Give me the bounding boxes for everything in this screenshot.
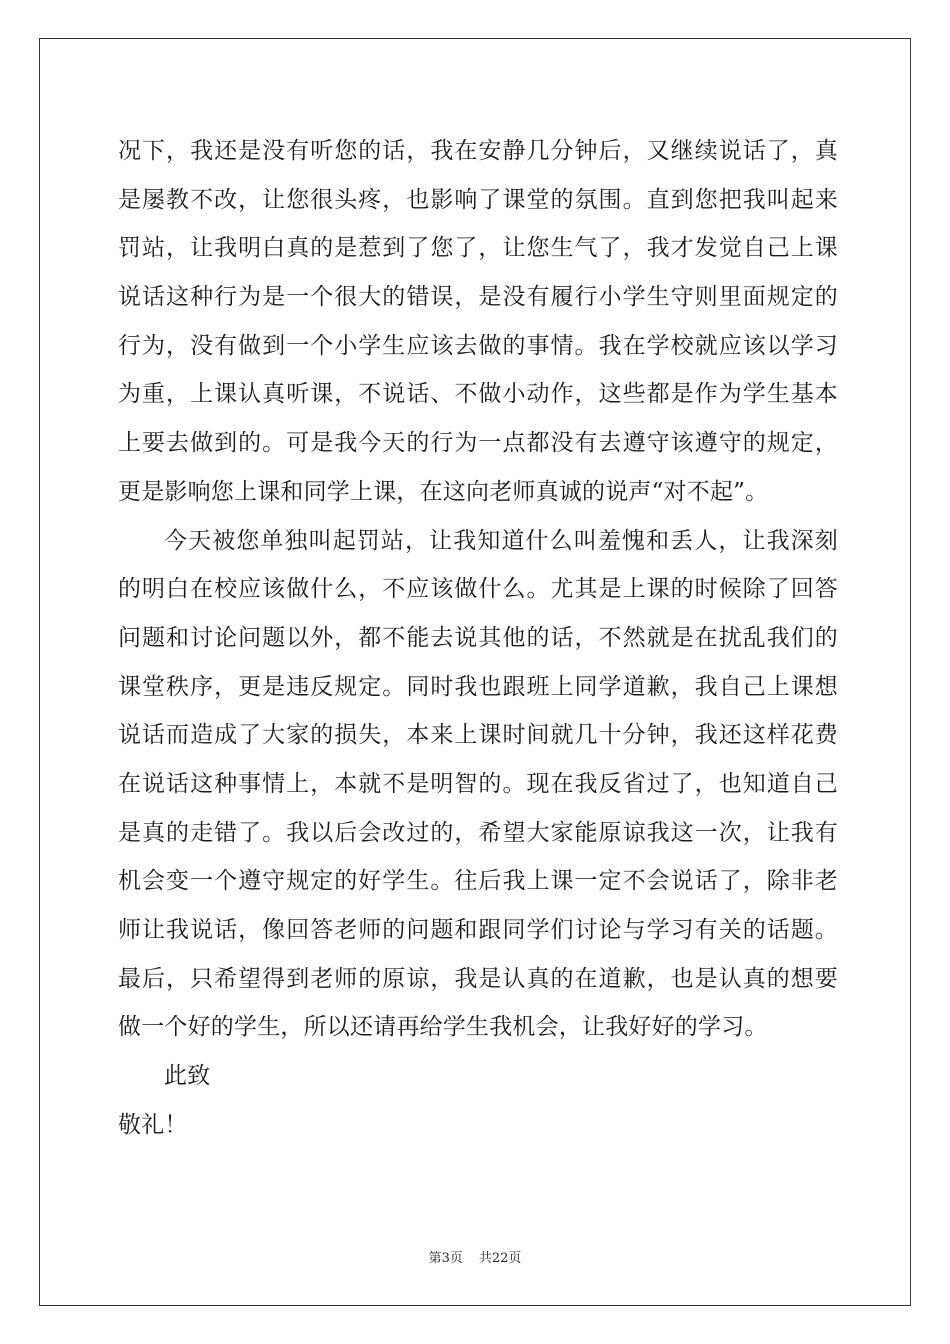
text-line: 况下，我还是没有听您的话，我在安静几分钟后，又继续说话了，真: [118, 138, 838, 164]
text-line: 课堂秩序，更是违反规定。同时我也跟班上同学道歉，我自己上课想: [118, 673, 838, 700]
text-line: 今天被您单独叫起罚站，让我知道什么叫羞愧和丢人，让我深刻: [164, 527, 838, 554]
closing-regards: 敬礼！: [118, 1111, 188, 1138]
page-total: 共22页: [478, 1251, 522, 1266]
text-line: 在说话这种事情上，本就不是明智的。现在我反省过了，也知道自己: [118, 770, 838, 797]
text-line: 为重，上课认真听课，不说话、不做小动作，这些都是作为学生基本: [118, 381, 838, 408]
text-line: 是屡教不改，让您很头疼，也影响了课堂的氛围。直到您把我叫起来: [118, 186, 838, 213]
page-footer: [0, 1247, 950, 1266]
text-line: 行为，没有做到一个小学生应该去做的事情。我在学校就应该以学习: [118, 332, 838, 359]
text-line: 上要去做到的。可是我今天的行为一点都没有去遵守该遵守的规定，: [118, 430, 838, 457]
text-line: 问题和讨论问题以外，都不能去说其他的话，不然就是在扰乱我们的: [118, 624, 838, 651]
text-line: 更是影响您上课和同学上课，在这向老师真诚的说声“对不起”。: [118, 478, 769, 505]
text-line: 最后，只希望得到老师的原谅，我是认真的在道歉，也是认真的想要: [118, 965, 838, 992]
text-line: 罚站，让我明白真的是惹到了您了，让您生气了，我才发觉自己上课: [118, 235, 838, 262]
text-line: 说话而造成了大家的损失，本来上课时间就几十分钟，我还这样花费: [118, 722, 838, 749]
text-line: 的明白在校应该做什么，不应该做什么。尤其是上课的时候除了回答: [118, 576, 838, 603]
closing-salutation: 此致: [164, 1063, 211, 1090]
text-line: 师让我说话，像回答老师的问题和跟同学们讨论与学习有关的话题。: [118, 917, 838, 943]
letter-body: [118, 127, 838, 1149]
page-number: 第3页: [428, 1251, 463, 1266]
text-line: 是真的走错了。我以后会改过的，希望大家能原谅我这一次，让我有: [118, 819, 838, 846]
text-line: 机会变一个遵守规定的好学生。往后我上课一定不会说话了，除非老: [118, 868, 838, 895]
text-line: 说话这种行为是一个很大的错误，是没有履行小学生守则里面规定的: [118, 284, 838, 311]
text-line: 做一个好的学生，所以还请再给学生我机会，让我好好的学习。: [118, 1014, 768, 1041]
